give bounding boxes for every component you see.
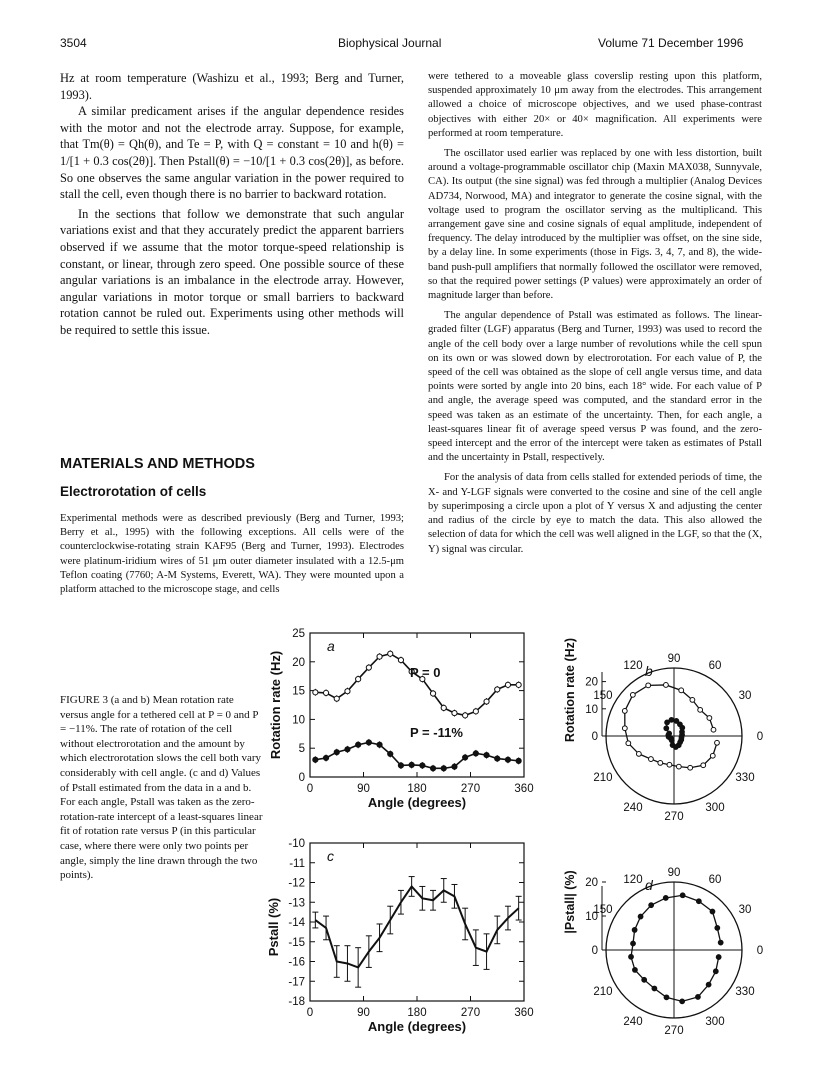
- data-point: [356, 676, 361, 681]
- data-point: [420, 763, 425, 768]
- data-point: [505, 757, 510, 762]
- data-point: [366, 740, 371, 745]
- data-point: [452, 710, 457, 715]
- data-point: [356, 742, 361, 747]
- data-point: [463, 755, 468, 760]
- polar-data-point: [658, 761, 663, 766]
- polar-data-point: [622, 709, 627, 714]
- y-tick-label: -15: [288, 936, 305, 949]
- polar-data-point: [706, 982, 711, 987]
- polar-data-point: [715, 740, 720, 745]
- x-axis-label: Angle (degrees): [367, 795, 467, 810]
- methods-text: [60, 512, 404, 597]
- polar-data-point: [667, 762, 672, 767]
- polar-data-point: [679, 688, 684, 693]
- paragraph: Experimental methods were as described previously (Berg and Turner, 1993; Berry et al., 1995) with the following exceptions. All cells were of the counterclockwise-rotating strain KAF95 (Berg and Turner, 1993). Electrodes were platinum-iridium wires of 51 μm outer diameter insulated with a 12.5-μm Teflon coating (7760; A-M Systems, Everett, WA). They were mounted upon a platform attached to the microscope stage, and cells: [60, 513, 404, 596]
- polar-data-point: [680, 893, 685, 898]
- polar-data-point: [690, 697, 695, 702]
- data-point: [484, 699, 489, 704]
- journal-title: Biophysical Journal: [338, 36, 442, 50]
- angle-label: 240: [623, 1016, 643, 1029]
- angle-label: 60: [708, 659, 722, 672]
- angle-label: 60: [708, 873, 722, 886]
- paragraph: The oscillator used earlier was replaced by one with less distortion, built around a voltage-programmable oscillator chip (Maxin MAX038, Sunnyvale, CA). Its output (the sine signal) was fed through a multiplier (Analog Devices AD734, Norwood, MA) and integrator to generate the cosine signal, with the voltage used to program the oscillator serving as the multiplicand. This arrangement gave sine and cosine signals of equal amplitude, independent of frequency. The delay introduced by the multiplier was offset, on the sine side, by a delay line. In some experiments (those in Figs. 3, 4, 7, and 8), the wide-band push-pull amplifiers that normally followed the oscillator were removed, so that the required power settings (P values) were approximately an order of magnitude larger than before.: [428, 148, 762, 302]
- data-point: [398, 657, 403, 662]
- panel-label: c: [327, 848, 334, 864]
- x-tick-label: 0: [306, 783, 314, 795]
- x-tick-label: 360: [514, 783, 534, 795]
- angle-label: 30: [738, 904, 752, 916]
- series-label-p11: P = -11%: [410, 725, 463, 740]
- data-point: [388, 751, 393, 756]
- polar-data-point: [664, 683, 669, 688]
- data-point: [388, 651, 393, 656]
- series-label-p0: P = 0: [410, 665, 441, 680]
- y-tick-label: -17: [288, 976, 305, 989]
- y-tick-label: 20: [292, 656, 305, 669]
- angle-label: 90: [667, 867, 681, 879]
- angle-label: 150: [593, 904, 613, 916]
- issue-info: Volume 71 December 1996: [598, 36, 744, 50]
- radial-tick-label: 0: [591, 731, 598, 743]
- polar-data-point: [638, 914, 643, 919]
- data-point: [430, 691, 435, 696]
- y-axis-label: Rotation rate (Hz): [268, 650, 283, 760]
- y-axis-label: Pstall (%): [266, 897, 281, 957]
- data-point: [377, 654, 382, 659]
- polar-data-point: [679, 735, 684, 740]
- chart-panel-b: [560, 620, 796, 825]
- polar-data-point: [696, 995, 701, 1000]
- paragraph: For the analysis of data from cells stalled for extended periods of time, the X- and Y-LGF signals were converted to the cosine and sine of the cell angle by superimposing a circle upon a plot of Y versus X and adjusting the center and radius of the circle by eye to match the data. This also allowed the selection of data for which the cell was well aligned in the LGF, so that the (X, Y) signal was circular.: [428, 472, 762, 555]
- x-tick-label: 0: [306, 1007, 314, 1019]
- y-tick-label: -18: [288, 996, 305, 1008]
- paragraph: Hz at room temperature (Washizu et al., 1993; Berg and Turner, 1993).: [60, 71, 404, 102]
- x-tick-label: 90: [357, 1007, 370, 1019]
- data-point: [495, 687, 500, 692]
- y-tick-label: -13: [288, 897, 305, 910]
- polar-data-point: [649, 903, 654, 908]
- data-point: [313, 757, 318, 762]
- data-point: [452, 764, 457, 769]
- data-point: [323, 690, 328, 695]
- polar-data-point: [674, 719, 679, 724]
- angle-label: 90: [667, 653, 681, 665]
- data-point: [313, 690, 318, 695]
- panel-label: a: [327, 638, 335, 654]
- panel-label: d: [645, 877, 653, 893]
- data-point: [334, 696, 339, 701]
- polar-data-point: [669, 738, 674, 743]
- polar-data-point: [626, 741, 631, 746]
- polar-data-point: [631, 941, 636, 946]
- polar-data-point: [646, 683, 651, 688]
- data-point: [441, 705, 446, 710]
- data-point: [430, 766, 435, 771]
- series-line: [315, 886, 518, 967]
- x-tick-label: 270: [460, 1007, 481, 1019]
- polar-data-point: [629, 954, 634, 959]
- polar-data-point: [680, 999, 685, 1004]
- polar-data-point: [633, 968, 638, 973]
- polar-data-point: [664, 726, 669, 731]
- polar-data-point: [711, 727, 716, 732]
- x-tick-label: 90: [357, 783, 370, 795]
- y-axis-label: Rotation rate (Hz): [563, 637, 577, 743]
- angle-label: 30: [738, 690, 752, 702]
- polar-data-point: [710, 909, 715, 914]
- polar-data-point: [664, 995, 669, 1000]
- polar-data-point: [688, 765, 693, 770]
- page-number: 3504: [60, 36, 87, 50]
- angle-label: 120: [623, 659, 643, 672]
- paragraph: In the sections that follow we demonstrate that such angular variations exist and that they accurately predict the apparent barriers observed if we assume that the motor torque-speed relationship is constant, or linear, through zero speed. One possible source of these angular variations is an imbalance in the electrode array. However, angular variations in motor torque or small barriers to backward rotation cannot be ruled out. Experiments using other methods will be required to settle this issue.: [60, 206, 404, 337]
- y-tick-label: -10: [288, 838, 305, 850]
- polar-data-point: [642, 977, 647, 982]
- angle-label: 270: [664, 811, 684, 823]
- angle-label: 300: [705, 802, 725, 815]
- data-point: [366, 665, 371, 670]
- data-point: [473, 709, 478, 714]
- polar-data-point: [716, 955, 721, 960]
- angle-label: 0: [756, 731, 764, 743]
- section-heading: MATERIALS AND METHODS: [60, 456, 255, 472]
- polar-data-point: [652, 986, 657, 991]
- x-tick-label: 360: [514, 1007, 534, 1019]
- y-tick-label: 15: [292, 685, 305, 698]
- data-point: [463, 713, 468, 718]
- y-tick-label: -16: [288, 956, 305, 969]
- angle-label: 120: [623, 873, 643, 886]
- right-column-text: [428, 70, 762, 557]
- chart-panel-d: [560, 828, 796, 1038]
- x-tick-label: 180: [407, 1007, 427, 1019]
- data-point: [334, 750, 339, 755]
- chart-panel-a: [260, 625, 540, 820]
- radial-tick-label: 20: [585, 676, 598, 689]
- subsection-heading: Electrorotation of cells: [60, 484, 207, 499]
- y-tick-label: 10: [292, 714, 305, 727]
- polar-data-point: [636, 752, 641, 757]
- y-tick-label: -11: [289, 857, 305, 870]
- panel-label: b: [645, 663, 653, 679]
- data-point: [345, 747, 350, 752]
- x-axis-label: Angle (degrees): [367, 1019, 467, 1034]
- angle-label: 210: [593, 772, 613, 784]
- left-column-text: [60, 70, 404, 339]
- running-header: [60, 36, 760, 52]
- polar-data-point: [632, 928, 637, 933]
- series-line: [315, 654, 518, 716]
- polar-data-point: [713, 969, 718, 974]
- data-point: [516, 682, 521, 687]
- polar-data-point: [622, 726, 627, 731]
- y-tick-label: 5: [298, 743, 305, 756]
- y-tick-label: -12: [288, 877, 305, 890]
- data-point: [495, 756, 500, 761]
- polar-data-point: [630, 692, 635, 697]
- polar-data-point: [663, 896, 668, 901]
- figure-caption: FIGURE 3 (a and b) Mean rotation rate versus angle for a tethered cell at P = 0 and P = −11%. The rate of rotation of the cell without electrorotation and the amount by which electrorotation slows the cell both vary considerably with cell angle. (c and d) Values of Pstall estimated from the data in a and b. For each angle, Pstall was taken as the zero-rotation-rate intercept of a least-squares linear fit of rotation rate versus P (in this particular case, where there were only two points per angle, simply the line drawn through the two points).: [60, 694, 263, 882]
- polar-data-point: [665, 720, 670, 725]
- angle-label: 270: [664, 1025, 684, 1037]
- polar-data-point: [698, 707, 703, 712]
- polar-data-point: [676, 764, 681, 769]
- angle-label: 210: [593, 986, 613, 998]
- radial-tick-label: 0: [591, 945, 598, 957]
- paragraph: The angular dependence of Pstall was estimated as follows. The linear-graded filter (LGF) apparatus (Berg and Turner, 1993) was used to record the angle of the cell body over a large number of revolutions while the cell spun on its own or was slowed down by electrorotation. For each value of P, the speed of the cell was obtained as the slope of cell angle versus time, and data points were sorted by angle into 20 bins, each 18° wide. For each value of P and angle, the average speed was computed, and the standard error in the speed was taken as an estimate of the uncertainty. Then, for each angle, a least-squares linear fit of average speed versus P was found, and the zero-speed intercept and the error of the intercept were taken as estimates of Pstall and the uncertainty in Pstall, respectively.: [428, 310, 762, 464]
- y-tick-label: 25: [292, 628, 305, 640]
- paragraph: were tethered to a moveable glass coverslip resting upon this platform, suspended approximately 10 μm away from the electrodes. This arrangement allowed a choice of microscope objectives, and we used phase-contrast objectives with either 20× or 40× magnification. All experiments were performed at room temperature.: [428, 71, 762, 139]
- data-point: [473, 751, 478, 756]
- data-point: [345, 689, 350, 694]
- x-tick-label: 180: [407, 783, 427, 795]
- angle-label: 300: [705, 1016, 725, 1029]
- polar-data-point: [715, 926, 720, 931]
- data-point: [409, 762, 414, 767]
- angle-label: 330: [735, 772, 755, 784]
- data-point: [516, 758, 521, 763]
- radial-tick-label: 20: [585, 877, 598, 889]
- polar-data-point: [707, 716, 712, 721]
- chart-panel-c: [260, 835, 540, 1035]
- plot-frame: [310, 843, 524, 1001]
- polar-data-point: [710, 753, 715, 758]
- data-point: [323, 755, 328, 760]
- angle-label: 330: [735, 986, 755, 998]
- y-tick-label: -14: [288, 917, 305, 929]
- plot-frame: [310, 633, 524, 777]
- angle-label: 0: [756, 945, 764, 957]
- y-tick-label: 0: [298, 772, 305, 784]
- data-point: [441, 766, 446, 771]
- data-point: [377, 742, 382, 747]
- data-point: [505, 682, 510, 687]
- angle-label: 240: [623, 802, 643, 815]
- angle-label: 150: [593, 690, 613, 702]
- y-axis-label: |Pstall| (%): [563, 870, 577, 934]
- radial-tick-label: 10: [585, 703, 598, 716]
- polar-data-point: [649, 757, 654, 762]
- data-point: [398, 763, 403, 768]
- polar-data-point: [718, 940, 723, 945]
- x-tick-label: 270: [460, 783, 481, 795]
- data-point: [484, 753, 489, 758]
- polar-data-point: [696, 899, 701, 904]
- paragraph: A similar predicament arises if the angular dependence resides with the motor and not the electrode array. Suppose, for example, that Tm(θ) = Qh(θ), and Te = P, with Q = constant = 10 and h(θ) = 1/[1 + 0.3 cos(2θ)]. Then Pstall(θ) = −10/[1 + 0.3 cos(2θ)], as before. So one observes the same angular variation in the power required to stall the cell, even though there is no barrier to backward rotation.: [60, 104, 404, 202]
- radial-tick-label: 10: [585, 911, 598, 923]
- polar-data-point: [701, 763, 706, 768]
